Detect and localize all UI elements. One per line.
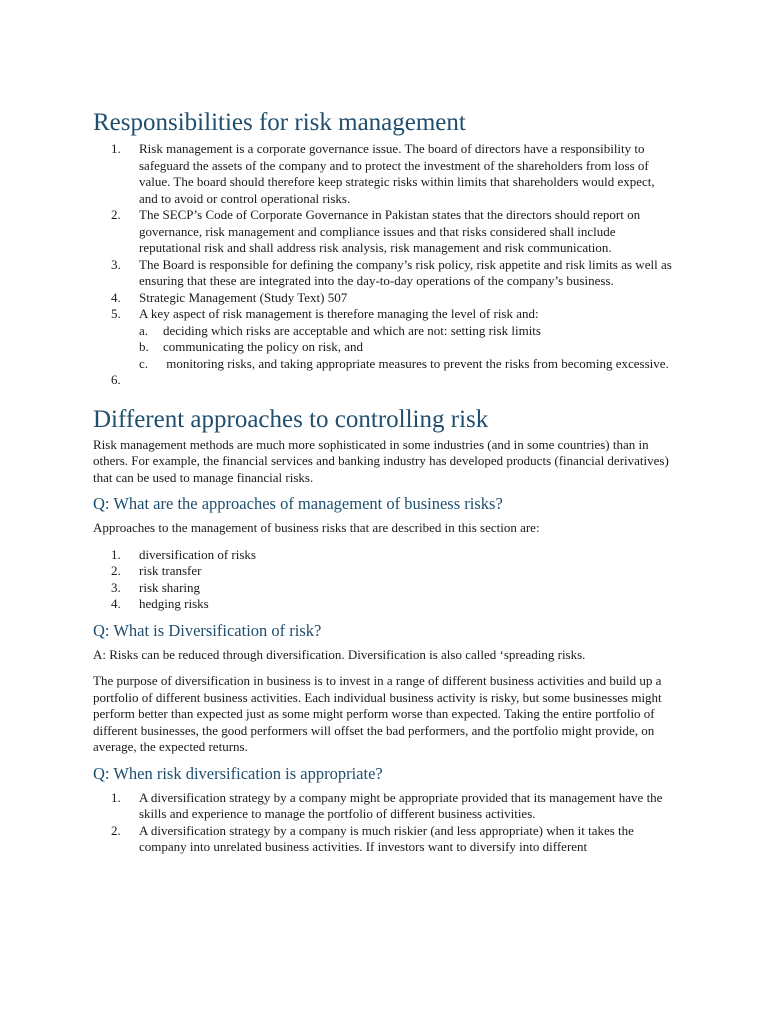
list-item-text: risk transfer	[139, 563, 202, 578]
question-when-appropriate: Q: When risk diversification is appropriate?	[93, 763, 383, 783]
list-number: 4.	[111, 289, 121, 305]
list-item	[93, 141, 673, 207]
list-item-text: diversification of risks	[139, 546, 256, 562]
list-number: 1.	[111, 546, 121, 562]
list-number: 2.	[111, 207, 121, 222]
approaches-list	[93, 547, 673, 613]
list-number: 1.	[111, 141, 121, 156]
list-item	[93, 596, 673, 613]
sublist-letter: c.	[139, 355, 149, 371]
list-item-text: Strategic Management (Study Text) 507	[139, 289, 348, 305]
diversification-answer: A: Risks can be reduced through diversification. Diversification is also called ‘spreading risks.	[93, 646, 586, 662]
approaches-intro: Risk management methods are much more sophisticated in some industries (and in some countries) than in others. For example, the financial services and banking industry has developed products (financial derivatives) that can be used to manage financial risks.	[93, 436, 669, 485]
list-item-text	[139, 372, 673, 389]
list-number: 5.	[111, 306, 121, 321]
when-appropriate-list	[93, 790, 673, 856]
list-item-text: Risk management is a corporate governance issue. The board of directors have a responsibility to safeguard the assets of the company and to protect the investment of the shareholders from loss of value. The board should therefore keep strategic risks within limits that shareholders would expect, and to avoid or control operational risks.	[139, 141, 655, 206]
list-item	[93, 207, 673, 257]
list-item	[93, 547, 673, 564]
sublist-item	[93, 356, 673, 373]
section-heading-approaches: Different approaches to controlling risk	[93, 405, 489, 433]
sublist-item-text: communicating the policy on risk, and	[163, 339, 364, 354]
list-item	[93, 823, 673, 856]
diversification-paragraph: The purpose of diversification in business is to invest in a range of different business activities and build up a portfolio of different business activities. Each individual business activity is risky, but some businesses might perform better than expected just as some might perform worse than expected. Taking the entire portfolio of different businesses, the good performers will offset the bad performers, and the portfolio might provide, on average, the expected returns.	[93, 673, 662, 754]
list-item	[93, 306, 673, 323]
list-item	[93, 790, 673, 823]
list-number: 1.	[111, 789, 121, 805]
list-item-text: A key aspect of risk management is therefore managing the level of risk and:	[139, 306, 539, 321]
sublist-letter: a.	[139, 322, 149, 338]
list-number: 2.	[111, 563, 121, 578]
document-content	[93, 108, 673, 856]
section-heading-responsibilities: Responsibilities for risk management	[93, 109, 466, 136]
question-diversification: Q: What is Diversification of risk?	[93, 620, 322, 640]
list-item-text: The Board is responsible for defining the company’s risk policy, risk appetite and risk limits as well as ensuring that these are integrated into the day-to-day operations of the company’s business.	[139, 256, 672, 288]
sublist-item-text: deciding which risks are acceptable and which are not: setting risk limits	[163, 322, 541, 338]
list-item	[93, 372, 673, 389]
list-item	[93, 257, 673, 290]
list-number: 3.	[111, 579, 121, 595]
list-item	[93, 563, 673, 580]
list-item-text: risk sharing	[139, 579, 201, 595]
sublist-item-text: monitoring risks, and taking appropriate measures to prevent the risks from becoming excessive.	[163, 355, 669, 371]
list-number: 6.	[111, 372, 121, 387]
sublist-item	[93, 339, 673, 356]
risk-aspects-sublist	[93, 323, 673, 373]
sublist-letter: b.	[139, 339, 149, 354]
list-item-text: hedging risks	[139, 596, 209, 611]
list-item	[93, 290, 673, 307]
list-item	[93, 580, 673, 597]
responsibilities-list	[93, 141, 673, 389]
list-item-text: A diversification strategy by a company might be appropriate provided that its management have the skills and experience to manage the portfolio of different business activities.	[139, 789, 663, 821]
approaches-list-intro: Approaches to the management of business risks that are described in this section are:	[93, 520, 540, 535]
list-number: 4.	[111, 596, 121, 611]
question-approaches: Q: What are the approaches of management of business risks?	[93, 494, 503, 513]
sublist-item	[93, 323, 673, 340]
list-number: 3.	[111, 256, 121, 272]
list-item-text: A diversification strategy by a company is much riskier (and less appropriate) when it takes the company into unrelated business activities. If investors want to diversify into different	[139, 822, 634, 854]
list-item-text: The SECP’s Code of Corporate Governance in Pakistan states that the directors should report on governance, risk management and compliance issues and that risks considered shall include reputational risk and shall address risk analysis, risk management and risk communication.	[139, 207, 641, 255]
list-number: 2.	[111, 822, 121, 838]
